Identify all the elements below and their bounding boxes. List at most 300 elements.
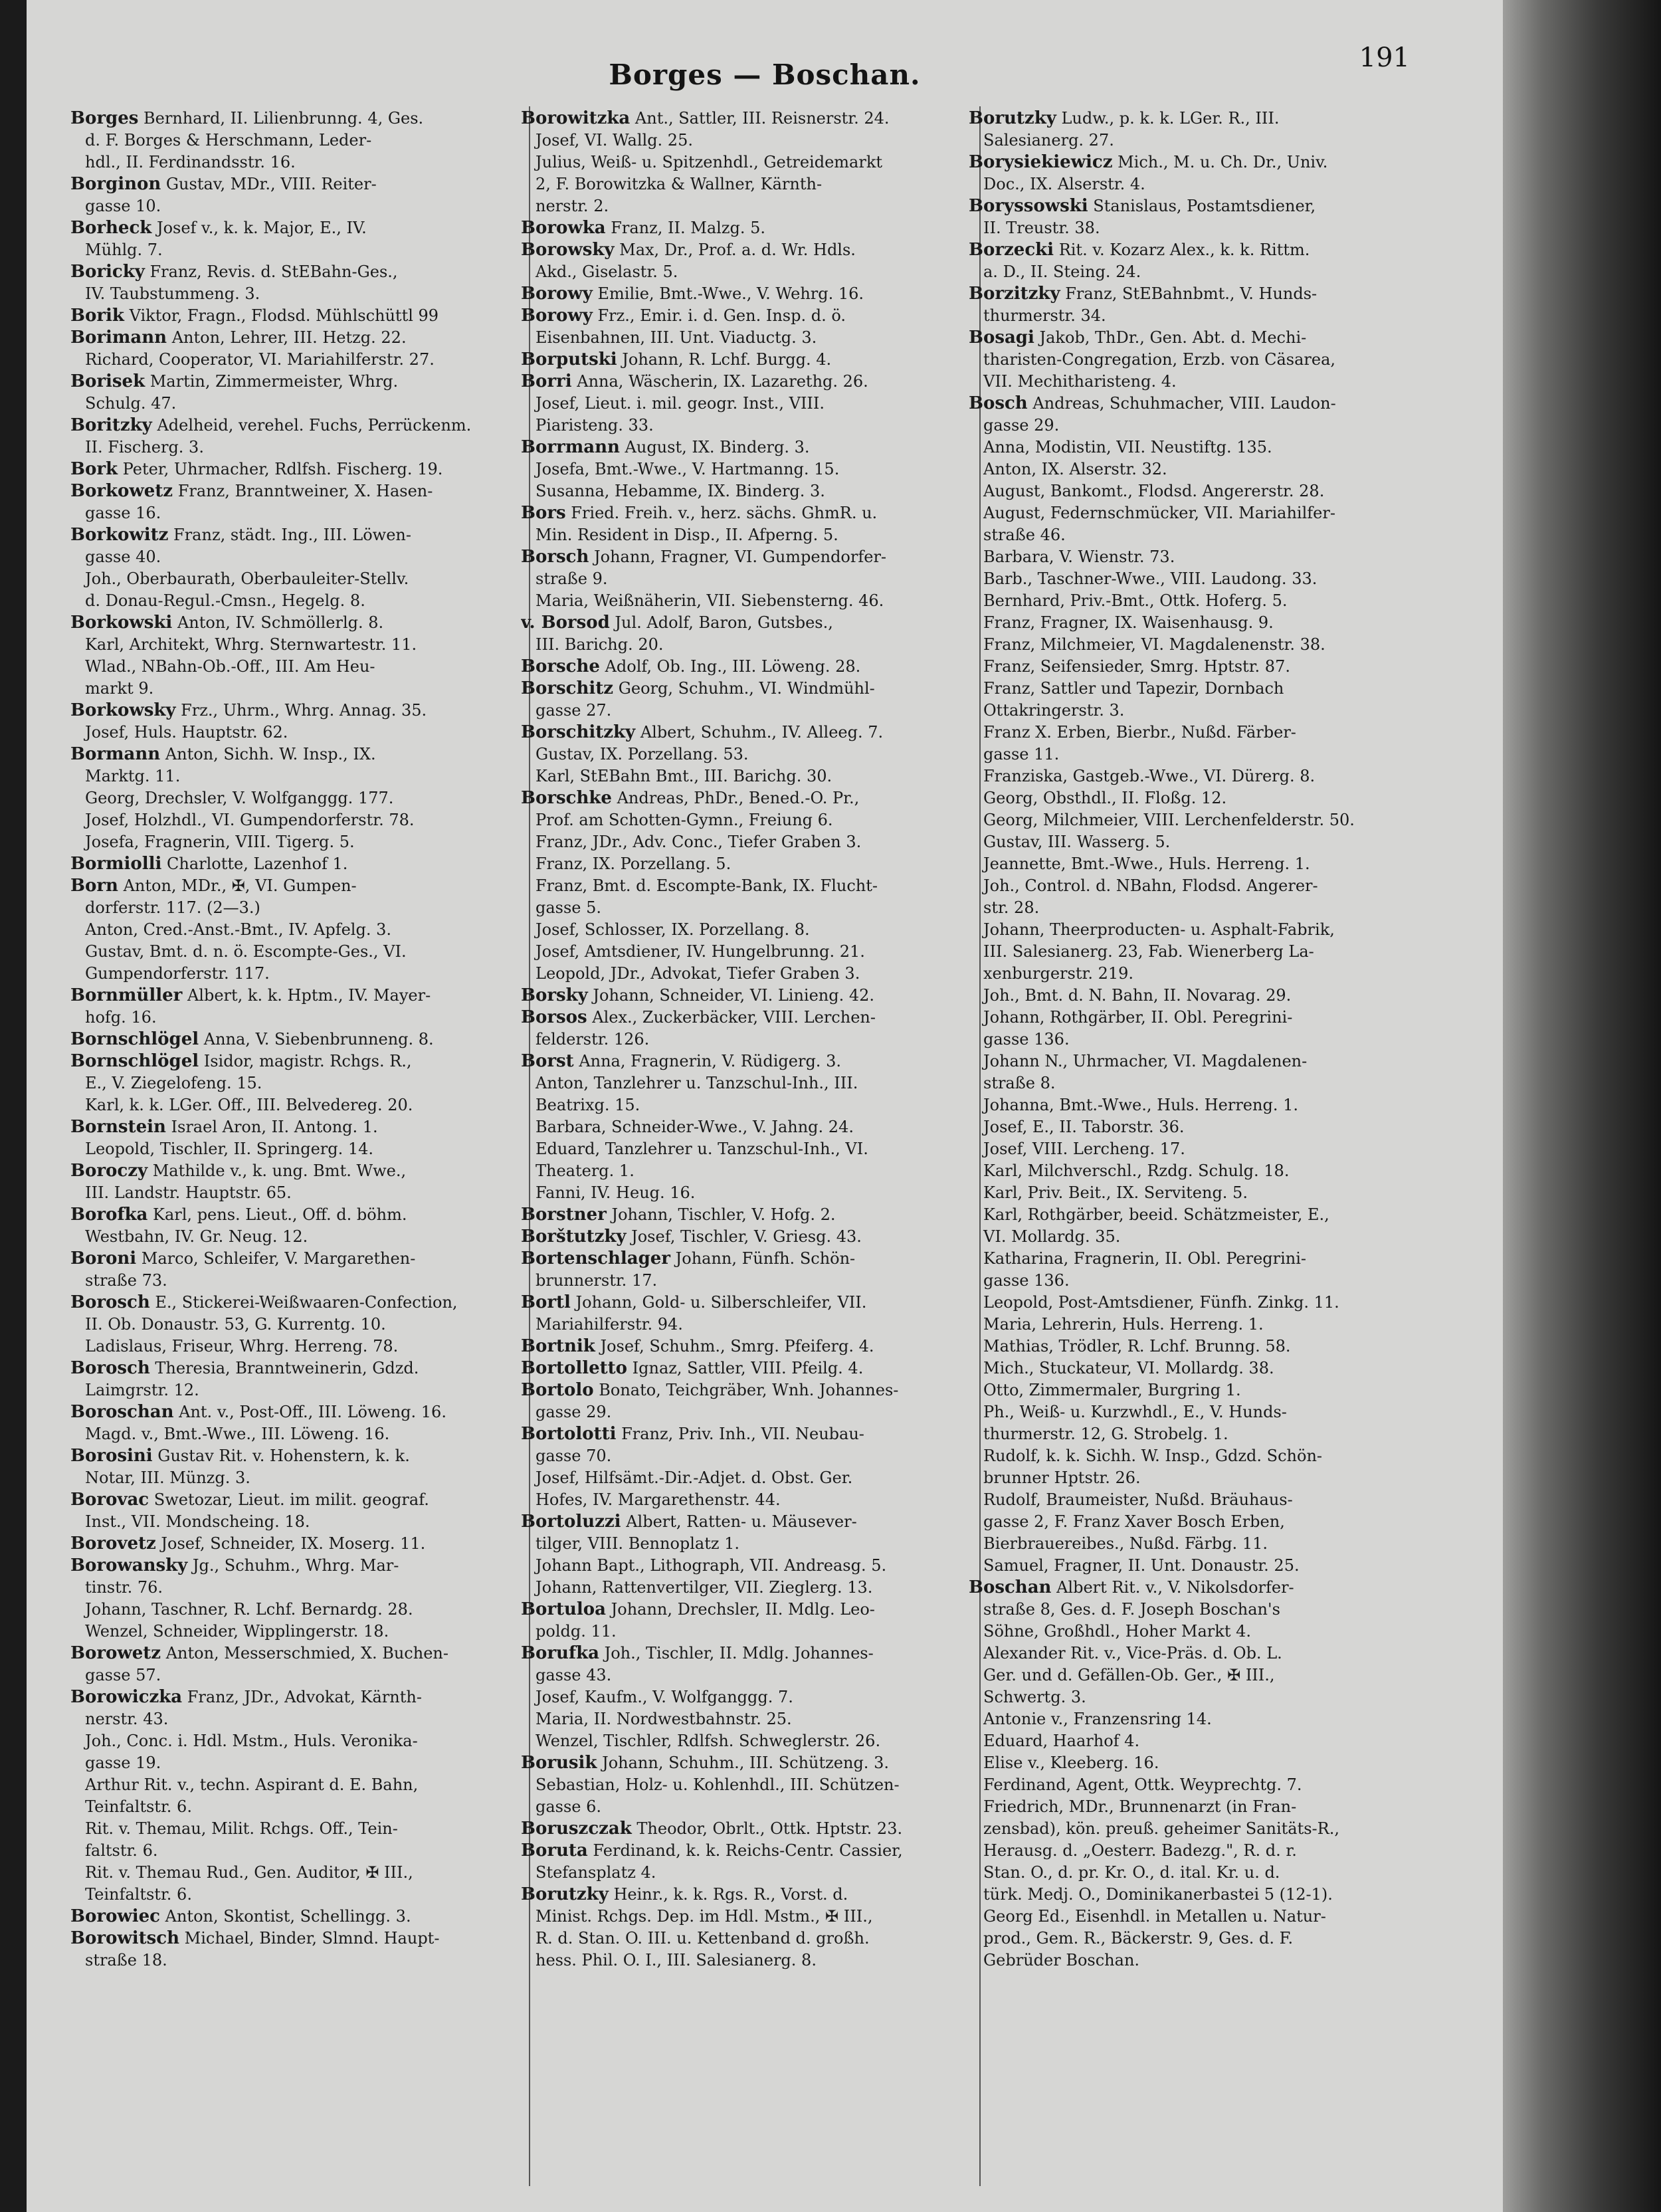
entry-text: Friedrich, MDr., Brunnenarzt (in Fran- bbox=[983, 1797, 1297, 1816]
directory-entry bbox=[969, 1072, 1434, 1094]
directory-entry bbox=[521, 1160, 981, 1182]
entry-text: Johann N., Uhrmacher, VI. Magdalenen- bbox=[983, 1052, 1308, 1070]
directory-entry bbox=[969, 1423, 1434, 1445]
directory-entry bbox=[70, 1029, 530, 1051]
directory-entry bbox=[521, 415, 981, 437]
entry-surname: Borufka bbox=[521, 1643, 599, 1663]
entry-text: Richard, Cooperator, VI. Mariahilferstr. 27. bbox=[85, 350, 435, 369]
directory-entry bbox=[521, 590, 981, 612]
entry-surname: Borschke bbox=[521, 788, 612, 808]
directory-entry bbox=[521, 1950, 981, 1971]
entry-text: Notar, III. Münzg. 3. bbox=[85, 1468, 250, 1487]
directory-entry bbox=[969, 919, 1434, 941]
directory-entry bbox=[521, 173, 981, 195]
entry-text: Fried. Freih. v., herz. sächs. GhmR. u. bbox=[571, 504, 878, 522]
entry-text: Doc., IX. Alserstr. 4. bbox=[983, 175, 1145, 193]
entry-text: Josef, VI. Wallg. 25. bbox=[536, 131, 693, 150]
entry-surname: Borzecki bbox=[969, 240, 1054, 260]
entry-text: Anton, IX. Alserstr. 32. bbox=[983, 460, 1167, 478]
directory-entry bbox=[969, 1708, 1434, 1730]
directory-entry bbox=[521, 919, 981, 941]
directory-entry bbox=[521, 722, 981, 744]
directory-entry bbox=[521, 1884, 981, 1906]
entry-text: Georg, Milchmeier, VIII. Lerchenfelderstr. 50. bbox=[983, 811, 1355, 829]
directory-entry bbox=[969, 1511, 1434, 1533]
entry-surname: Borri bbox=[521, 371, 572, 391]
entry-text: hdl., II. Ferdinandsstr. 16. bbox=[85, 153, 296, 171]
entry-text: Franz, JDr., Advokat, Kärnth- bbox=[187, 1688, 422, 1706]
directory-entry bbox=[521, 634, 981, 656]
directory-entry bbox=[969, 897, 1434, 919]
directory-entry bbox=[70, 1182, 530, 1204]
directory-entry bbox=[70, 1796, 530, 1818]
directory-entry bbox=[70, 1072, 530, 1094]
directory-entry bbox=[521, 1840, 981, 1862]
entry-text: Georg, Schuhm., VI. Windmühl- bbox=[618, 679, 875, 698]
directory-entry bbox=[521, 1621, 981, 1643]
directory-entry bbox=[969, 1160, 1434, 1182]
directory-entry bbox=[521, 502, 981, 524]
directory-entry bbox=[521, 327, 981, 349]
entry-text: Frz., Uhrm., Whrg. Annag. 35. bbox=[181, 701, 427, 720]
entry-text: Frz., Emir. i. d. Gen. Insp. d. ö. bbox=[597, 306, 846, 325]
entry-text: Theaterg. 1. bbox=[536, 1161, 635, 1180]
entry-text: Johann, Rothgärber, II. Obl. Peregrini- bbox=[983, 1008, 1293, 1027]
directory-entry bbox=[70, 524, 530, 546]
entry-surname: Bormann bbox=[70, 744, 161, 764]
directory-entry bbox=[969, 1752, 1434, 1774]
directory-entry bbox=[969, 678, 1434, 700]
directory-entry bbox=[969, 1840, 1434, 1862]
directory-entry bbox=[70, 831, 530, 853]
entry-text: Johann, Taschner, R. Lchf. Bernardg. 28. bbox=[85, 1600, 413, 1619]
entry-text: Stan. O., d. pr. Kr. O., d. ital. Kr. u. d. bbox=[983, 1863, 1280, 1882]
directory-entry bbox=[969, 941, 1434, 963]
entry-surname: Borst bbox=[521, 1051, 574, 1071]
entry-text: gasse 16. bbox=[85, 504, 161, 522]
entry-surname: Borputski bbox=[521, 350, 617, 369]
entry-surname: Bornschlögel bbox=[70, 1029, 199, 1049]
entry-text: Ladislaus, Friseur, Whrg. Herreng. 78. bbox=[85, 1337, 399, 1356]
entry-text: Josef, Schlosser, IX. Porzellang. 8. bbox=[536, 920, 810, 939]
directory-entry bbox=[70, 1489, 530, 1511]
entry-text: Josef, Schneider, IX. Moserg. 11. bbox=[161, 1534, 426, 1553]
directory-entry bbox=[969, 1270, 1434, 1292]
entry-text: Theresia, Branntweinerin, Gdzd. bbox=[155, 1359, 419, 1377]
entry-text: Theodor, Obrlt., Ottk. Hptstr. 23. bbox=[636, 1819, 903, 1838]
entry-text: II. Treustr. 38. bbox=[983, 219, 1100, 237]
entry-text: Josef, Lieut. i. mil. geogr. Inst., VIII. bbox=[536, 394, 825, 413]
directory-entry bbox=[70, 1357, 530, 1379]
column-1 bbox=[70, 108, 530, 2194]
directory-entry bbox=[70, 1511, 530, 1533]
entry-text: Franz X. Erben, Bierbr., Nußd. Färber- bbox=[983, 723, 1296, 742]
directory-entry bbox=[70, 151, 530, 173]
entry-text: straße 8. bbox=[983, 1074, 1056, 1092]
entry-surname: Born bbox=[70, 876, 118, 896]
entry-surname: Borges bbox=[70, 108, 139, 128]
entry-text: prod., Gem. R., Bäckerstr. 9, Ges. d. F. bbox=[983, 1929, 1294, 1948]
entry-text: Eduard, Tanzlehrer u. Tanzschul-Inh., VI. bbox=[536, 1140, 868, 1158]
directory-entry bbox=[521, 1072, 981, 1094]
entry-surname: Boritzky bbox=[70, 415, 152, 435]
entry-text: Alexander Rit. v., Vice-Präs. d. Ob. L. bbox=[983, 1644, 1282, 1662]
directory-entry bbox=[521, 568, 981, 590]
directory-entry bbox=[969, 1357, 1434, 1379]
entry-surname: Boryssowski bbox=[969, 196, 1088, 216]
directory-entry bbox=[969, 1116, 1434, 1138]
entry-text: Joh., Oberbaurath, Oberbauleiter-Stellv. bbox=[85, 569, 409, 588]
entry-surname: Borosch bbox=[70, 1292, 150, 1312]
entry-surname: Borštutzky bbox=[521, 1227, 627, 1247]
entry-surname: Borheck bbox=[70, 218, 152, 238]
entry-text: Gustav Rit. v. Hohenstern, k. k. bbox=[157, 1447, 410, 1465]
running-title: Borges — Boschan. bbox=[609, 58, 921, 91]
entry-text: Eduard, Haarhof 4. bbox=[983, 1732, 1140, 1750]
directory-entry bbox=[521, 305, 981, 327]
directory-entry bbox=[70, 371, 530, 393]
entry-text: Albert, Ratten- u. Mäusever- bbox=[626, 1512, 857, 1531]
entry-text: str. 28. bbox=[983, 898, 1040, 917]
directory-entry bbox=[521, 612, 981, 634]
directory-entry bbox=[521, 195, 981, 217]
directory-entry bbox=[70, 941, 530, 963]
entry-text: Johann, Rattenvertilger, VII. Zieglerg. 13. bbox=[536, 1578, 873, 1597]
entry-text: Johann, Fünfh. Schön- bbox=[675, 1249, 856, 1268]
entry-text: Anna, V. Siebenbrunneng. 8. bbox=[203, 1030, 434, 1049]
entry-text: Anton, MDr., ✠, VI. Gumpen- bbox=[123, 876, 357, 895]
entry-text: Josef, Hilfsämt.-Dir.-Adjet. d. Obst. Ger. bbox=[536, 1468, 853, 1487]
directory-entry bbox=[969, 524, 1434, 546]
directory-entry bbox=[70, 1401, 530, 1423]
entry-text: Sebastian, Holz- u. Kohlenhdl., III. Schützen- bbox=[536, 1775, 900, 1794]
entry-text: Söhne, Großhdl., Hoher Markt 4. bbox=[983, 1622, 1251, 1641]
entry-surname: Borstner bbox=[521, 1205, 607, 1225]
entry-surname: Borusik bbox=[521, 1753, 597, 1773]
entry-text: Bierbrauereibes., Nußd. Färbg. 11. bbox=[983, 1534, 1268, 1553]
entry-text: Gustav, Bmt. d. n. ö. Escompte-Ges., VI. bbox=[85, 942, 407, 961]
entry-text: thurmerstr. 12, G. Strobelg. 1. bbox=[983, 1425, 1228, 1443]
entry-text: Andreas, PhDr., Bened.-O. Pr., bbox=[617, 789, 860, 807]
directory-entry bbox=[969, 1928, 1434, 1950]
directory-entry bbox=[70, 1928, 530, 1950]
entry-text: gasse 27. bbox=[536, 701, 612, 720]
directory-entry bbox=[969, 1577, 1434, 1599]
entry-text: Karl, Rothgärber, beeid. Schätzmeister, E., bbox=[983, 1205, 1329, 1224]
entry-text: Wenzel, Schneider, Wipplingerstr. 18. bbox=[85, 1622, 389, 1641]
directory-entry bbox=[969, 985, 1434, 1007]
entry-text: Georg, Drechsler, V. Wolfganggg. 177. bbox=[85, 789, 394, 807]
entry-surname: Borutzky bbox=[969, 108, 1056, 128]
entry-surname: Borisek bbox=[70, 371, 146, 391]
directory-entry bbox=[969, 1138, 1434, 1160]
column-2 bbox=[521, 108, 981, 2194]
entry-surname: Borowy bbox=[521, 284, 593, 304]
entry-text: Heinr., k. k. Rgs. R., Vorst. d. bbox=[613, 1885, 848, 1904]
directory-entry bbox=[521, 1094, 981, 1116]
entry-text: Herausg. d. „Oesterr. Badezg.", R. d. r. bbox=[983, 1841, 1297, 1860]
entry-text: Julius, Weiß- u. Spitzenhdl., Getreidemarkt bbox=[536, 153, 883, 171]
directory-entry bbox=[969, 415, 1434, 437]
directory-entry bbox=[521, 656, 981, 678]
entry-text: Teinfaltstr. 6. bbox=[85, 1797, 192, 1816]
entry-surname: Bortolotti bbox=[521, 1424, 617, 1444]
directory-entry bbox=[969, 1555, 1434, 1577]
directory-entry bbox=[70, 1555, 530, 1577]
entry-surname: Borovac bbox=[70, 1490, 149, 1510]
entry-text: Anna, Wäscherin, IX. Lazarethg. 26. bbox=[577, 372, 868, 391]
directory-entry bbox=[969, 1730, 1434, 1752]
directory-entry bbox=[969, 217, 1434, 239]
directory-entry bbox=[521, 1248, 981, 1270]
entry-text: Jakob, ThDr., Gen. Abt. d. Mechi- bbox=[1039, 328, 1307, 347]
entry-text: Leopold, Post-Amtsdiener, Fünfh. Zinkg. 11. bbox=[983, 1293, 1339, 1312]
directory-entry bbox=[521, 1007, 981, 1029]
directory-entry bbox=[969, 656, 1434, 678]
entry-surname: Bornschlögel bbox=[70, 1051, 199, 1071]
directory-entry bbox=[521, 1292, 981, 1314]
directory-entry bbox=[969, 1599, 1434, 1621]
entry-text: Katharina, Fragnerin, II. Obl. Peregrini- bbox=[983, 1249, 1307, 1268]
directory-entry bbox=[969, 1686, 1434, 1708]
entry-text: Franz, städt. Ing., III. Löwen- bbox=[173, 526, 411, 544]
entry-text: Franziska, Gastgeb.-Wwe., VI. Dürerg. 8. bbox=[983, 767, 1316, 785]
directory-entry bbox=[70, 744, 530, 765]
directory-entry bbox=[521, 1314, 981, 1336]
directory-entry bbox=[969, 765, 1434, 787]
entry-surname: Borkowsky bbox=[70, 700, 176, 720]
entry-text: Gustav, III. Wasserg. 5. bbox=[983, 833, 1171, 851]
entry-text: Bernhard, Priv.-Bmt., Ottk. Hoferg. 5. bbox=[983, 591, 1288, 610]
entry-text: Wenzel, Tischler, Rdlfsh. Schweglerstr. 26. bbox=[536, 1732, 881, 1750]
directory-entry bbox=[969, 1007, 1434, 1029]
directory-entry bbox=[70, 1643, 530, 1664]
directory-entry bbox=[521, 1599, 981, 1621]
entry-text: Ger. und d. Gefällen-Ob. Ger., ✠ III., bbox=[983, 1666, 1275, 1684]
entry-text: Max, Dr., Prof. a. d. Wr. Hdls. bbox=[619, 241, 856, 259]
entry-text: Ant., Sattler, III. Reisnerstr. 24. bbox=[635, 109, 890, 128]
entry-text: Maria, II. Nordwestbahnstr. 25. bbox=[536, 1710, 792, 1728]
entry-text: Leopold, Tischler, II. Springerg. 14. bbox=[85, 1140, 374, 1158]
entry-text: gasse 2, F. Franz Xaver Bosch Erben, bbox=[983, 1512, 1285, 1531]
directory-entry bbox=[969, 831, 1434, 853]
entry-surname: Borowitsch bbox=[70, 1928, 179, 1948]
entry-text: Westbahn, IV. Gr. Neug. 12. bbox=[85, 1227, 308, 1246]
directory-entry bbox=[521, 1467, 981, 1489]
entry-surname: Borosch bbox=[70, 1358, 150, 1378]
directory-entry bbox=[521, 1511, 981, 1533]
directory-entry bbox=[969, 458, 1434, 480]
entry-text: 2, F. Borowitzka & Wallner, Kärnth- bbox=[536, 175, 823, 193]
directory-entry bbox=[70, 963, 530, 985]
entry-surname: Borginon bbox=[70, 174, 161, 194]
entry-text: zensbad), kön. preuß. geheimer Sanitäts-R., bbox=[983, 1819, 1339, 1838]
entry-text: gasse 11. bbox=[983, 745, 1060, 763]
entry-surname: Borsch bbox=[521, 547, 589, 567]
directory-entry bbox=[70, 1248, 530, 1270]
directory-entry bbox=[521, 524, 981, 546]
directory-entry bbox=[969, 1664, 1434, 1686]
entry-surname: Borik bbox=[70, 306, 124, 326]
directory-entry bbox=[969, 1182, 1434, 1204]
entry-text: Leopold, JDr., Advokat, Tiefer Graben 3. bbox=[536, 964, 860, 983]
entry-text: III. Barichg. 20. bbox=[536, 635, 664, 654]
entry-text: Barb., Taschner-Wwe., VIII. Laudong. 33. bbox=[983, 569, 1318, 588]
entry-text: Beatrixg. 15. bbox=[536, 1096, 640, 1114]
entry-text: Adolf, Ob. Ing., III. Löweng. 28. bbox=[605, 657, 861, 676]
directory-entry bbox=[969, 1884, 1434, 1906]
entry-text: gasse 5. bbox=[536, 898, 602, 917]
directory-entry bbox=[521, 1774, 981, 1796]
entry-text: Samuel, Fragner, II. Unt. Donaustr. 25. bbox=[983, 1556, 1300, 1575]
column-3 bbox=[969, 108, 1434, 2194]
directory-entry bbox=[521, 1862, 981, 1884]
directory-entry bbox=[969, 787, 1434, 809]
entry-text: Mathias, Trödler, R. Lchf. Brunng. 58. bbox=[983, 1337, 1291, 1356]
entry-text: Hofes, IV. Margarethenstr. 44. bbox=[536, 1490, 781, 1509]
entry-text: Anna, Fragnerin, V. Rüdigerg. 3. bbox=[579, 1052, 841, 1070]
entry-text: E., Stickerei-Weißwaaren-Confection, bbox=[155, 1293, 458, 1312]
directory-entry bbox=[969, 349, 1434, 371]
directory-entry bbox=[521, 1686, 981, 1708]
directory-entry bbox=[969, 1643, 1434, 1664]
directory-entry bbox=[70, 1730, 530, 1752]
entry-text: Arthur Rit. v., techn. Aspirant d. E. Bahn, bbox=[85, 1775, 419, 1794]
directory-entry bbox=[521, 151, 981, 173]
entry-surname: Boricky bbox=[70, 262, 145, 282]
entry-text: Franz, Fragner, IX. Waisenhausg. 9. bbox=[983, 613, 1274, 632]
directory-entry bbox=[521, 371, 981, 393]
directory-entry bbox=[70, 108, 530, 130]
entry-text: Ludw., p. k. k. LGer. R., III. bbox=[1061, 109, 1280, 128]
entry-text: straße 18. bbox=[85, 1951, 167, 1969]
entry-text: Franz, IX. Porzellang. 5. bbox=[536, 855, 732, 873]
directory-entry bbox=[70, 1314, 530, 1336]
entry-text: tharisten-Congregation, Erzb. von Cäsarea, bbox=[983, 350, 1336, 369]
entry-text: Ant. v., Post-Off., III. Löweng. 16. bbox=[179, 1403, 446, 1421]
directory-entry bbox=[969, 283, 1434, 305]
directory-entry bbox=[969, 1489, 1434, 1511]
directory-entry bbox=[70, 919, 530, 941]
directory-entry bbox=[70, 502, 530, 524]
entry-text: Peter, Uhrmacher, Rdlfsh. Fischerg. 19. bbox=[122, 460, 443, 478]
entry-text: Josef, Kaufm., V. Wolfganggg. 7. bbox=[536, 1688, 793, 1706]
entry-text: faltstr. 6. bbox=[85, 1841, 158, 1860]
directory-entry bbox=[969, 108, 1434, 130]
entry-text: Johann, Schneider, VI. Linieng. 42. bbox=[593, 986, 875, 1005]
entry-surname: Borkowski bbox=[70, 613, 173, 633]
directory-entry bbox=[521, 1664, 981, 1686]
directory-entry bbox=[70, 1664, 530, 1686]
entry-text: Josef v., k. k. Major, E., IV. bbox=[156, 219, 367, 237]
entry-text: gasse 29. bbox=[536, 1403, 612, 1421]
entry-text: Karl, StEBahn Bmt., III. Barichg. 30. bbox=[536, 767, 832, 785]
entry-surname: Bors bbox=[521, 503, 566, 523]
directory-entry bbox=[969, 1467, 1434, 1489]
entry-text: Michael, Binder, Slmnd. Haupt- bbox=[184, 1929, 440, 1948]
directory-entry bbox=[521, 108, 981, 130]
entry-text: Georg Ed., Eisenhdl. in Metallen u. Natur- bbox=[983, 1907, 1326, 1926]
entry-surname: Bosagi bbox=[969, 328, 1034, 348]
directory-entry bbox=[70, 1094, 530, 1116]
directory-entry bbox=[70, 722, 530, 744]
directory-entry bbox=[521, 1906, 981, 1928]
entry-text: Rit. v. Kozarz Alex., k. k. Rittm. bbox=[1058, 241, 1310, 259]
directory-entry bbox=[70, 1379, 530, 1401]
directory-entry bbox=[969, 1292, 1434, 1314]
entry-text: tinstr. 76. bbox=[85, 1578, 163, 1597]
entry-text: Schulg. 47. bbox=[85, 394, 177, 413]
directory-entry bbox=[521, 1029, 981, 1051]
entry-surname: Borovetz bbox=[70, 1534, 156, 1554]
directory-entry bbox=[521, 393, 981, 415]
entry-text: türk. Medj. O., Dominikanerbastei 5 (12-1). bbox=[983, 1885, 1333, 1904]
entry-surname: Borowetz bbox=[70, 1643, 161, 1663]
directory-entry bbox=[521, 1643, 981, 1664]
directory-entry bbox=[969, 1314, 1434, 1336]
entry-surname: Borkowetz bbox=[70, 481, 173, 501]
entry-text: gasse 10. bbox=[85, 197, 161, 215]
entry-surname: Borowka bbox=[521, 218, 606, 238]
directory-entry bbox=[70, 1336, 530, 1357]
directory-entry bbox=[969, 963, 1434, 985]
entry-text: thurmerstr. 34. bbox=[983, 306, 1106, 325]
entry-text: Anton, Cred.-Anst.-Bmt., IV. Apfelg. 3. bbox=[85, 920, 392, 939]
directory-entry bbox=[70, 283, 530, 305]
entry-text: Mich., M. u. Ch. Dr., Univ. bbox=[1118, 153, 1328, 171]
entry-text: Joh., Bmt. d. N. Bahn, II. Novarag. 29. bbox=[983, 986, 1292, 1005]
entry-text: Israel Aron, II. Antong. 1. bbox=[171, 1118, 378, 1136]
directory-entry bbox=[70, 700, 530, 722]
entry-text: Anton, IV. Schmöllerlg. 8. bbox=[177, 613, 384, 632]
entry-surname: Boroni bbox=[70, 1249, 137, 1268]
directory-entry bbox=[969, 590, 1434, 612]
entry-text: Johann, Drechsler, II. Mdlg. Leo- bbox=[611, 1600, 875, 1619]
entry-text: Wlad., NBahn-Ob.-Off., III. Am Heu- bbox=[85, 657, 375, 676]
directory-entry bbox=[969, 875, 1434, 897]
entry-surname: Boschan bbox=[969, 1577, 1052, 1597]
directory-entry bbox=[70, 393, 530, 415]
directory-entry bbox=[521, 1423, 981, 1445]
entry-text: Min. Resident in Disp., II. Afperng. 5. bbox=[536, 526, 838, 544]
directory-entry bbox=[969, 305, 1434, 327]
entry-text: Joh., Tischler, II. Mdlg. Johannes- bbox=[604, 1644, 874, 1662]
directory-entry bbox=[521, 985, 981, 1007]
entry-surname: Bosch bbox=[969, 393, 1028, 413]
entry-surname: Borowy bbox=[521, 306, 593, 326]
directory-entry bbox=[521, 239, 981, 261]
directory-entry bbox=[969, 371, 1434, 393]
entry-text: Andreas, Schuhmacher, VIII. Laudon- bbox=[1032, 394, 1336, 413]
directory-entry bbox=[521, 1928, 981, 1950]
entry-text: Elise v., Kleeberg. 16. bbox=[983, 1754, 1159, 1772]
directory-entry bbox=[969, 239, 1434, 261]
directory-entry bbox=[70, 1051, 530, 1072]
directory-entry bbox=[70, 985, 530, 1007]
entry-surname: Bortnik bbox=[521, 1336, 595, 1356]
directory-entry bbox=[969, 612, 1434, 634]
entry-text: Anton, Messerschmied, X. Buchen- bbox=[165, 1644, 448, 1662]
entry-text: Gumpendorferstr. 117. bbox=[85, 964, 270, 983]
entry-text: Marco, Schleifer, V. Margarethen- bbox=[141, 1249, 416, 1268]
directory-entry bbox=[521, 437, 981, 458]
entry-text: Gebrüder Boschan. bbox=[983, 1951, 1140, 1969]
entry-text: R. d. Stan. O. III. u. Kettenband d. großh. bbox=[536, 1929, 870, 1948]
directory-entry bbox=[70, 1818, 530, 1840]
entry-text: Franz, Priv. Inh., VII. Neubau- bbox=[621, 1425, 864, 1443]
entry-text: Inst., VII. Mondscheing. 18. bbox=[85, 1512, 310, 1531]
entry-text: Swetozar, Lieut. im milit. geograf. bbox=[153, 1490, 429, 1509]
